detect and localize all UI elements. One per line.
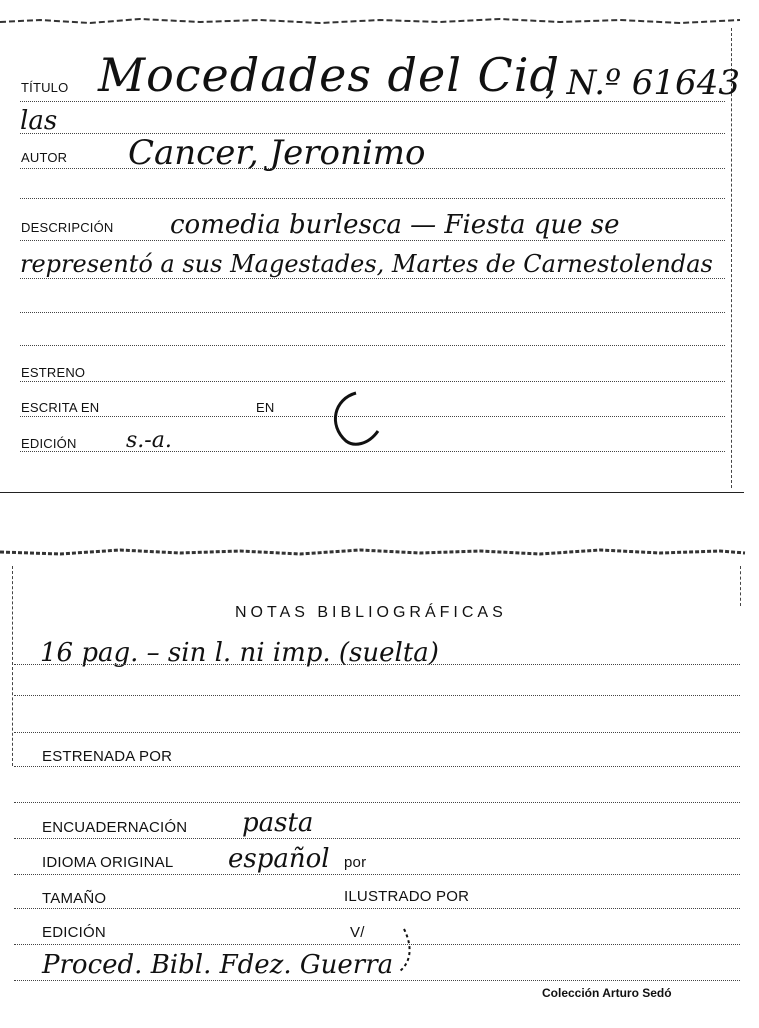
idioma-value: español [228,844,330,874]
en-label: EN [256,400,275,415]
estrenada-por-label: ESTRENADA POR [42,748,173,765]
edicion-label: EDICIÓN [21,436,77,451]
catalog-card-main [0,0,759,495]
hole-punch-mark [320,385,390,455]
escrita-en-label: ESCRITA EN [21,400,100,415]
por-label: por [344,854,367,871]
card-bottom-edge [0,492,744,493]
notes-line1: 16 pag. – sin l. ni imp. (suelta) [40,638,439,668]
ilustrado-label: ILUSTRADO POR [344,888,470,905]
descripcion-line2: representó a sus Magestades, Martes de Carnestolendas [20,250,713,278]
notas-heading: NOTAS BIBLIOGRÁFICAS [235,604,507,621]
tamano-label: TAMAÑO [42,890,107,907]
card-top-edge [0,8,759,18]
titulo-label: TÍTULO [21,80,69,95]
procedencia-value: Proced. Bibl. Fdez. Guerra [42,950,394,980]
titulo-continuation: las [20,106,58,136]
collection-credit: Colección Arturo Sedó [542,986,672,1000]
autor-label: AUTOR [21,150,68,165]
descripcion-label: DESCRIPCIÓN [21,220,114,235]
edicion-value: s.-a. [126,428,172,453]
encuadernacion-value: pasta [242,808,314,838]
edicion-label: EDICIÓN [42,924,106,941]
descripcion-line1: comedia burlesca — Fiesta que se [170,210,620,240]
idioma-label: IDIOMA ORIGINAL [42,854,174,871]
v-label: V/ [350,924,365,941]
card-top-edge [0,540,759,550]
card-right-edge [740,566,741,606]
encuadernacion-label: ENCUADERNACIÓN [42,819,188,836]
titulo-value: Mocedades del Cid [98,48,560,102]
numero-value: , N.º 61643 [545,63,740,103]
autor-value: Cancer, Jeronimo [128,133,426,173]
estreno-label: ESTRENO [21,365,86,380]
card-left-edge [12,566,13,766]
catalog-card-notes [0,540,759,1028]
